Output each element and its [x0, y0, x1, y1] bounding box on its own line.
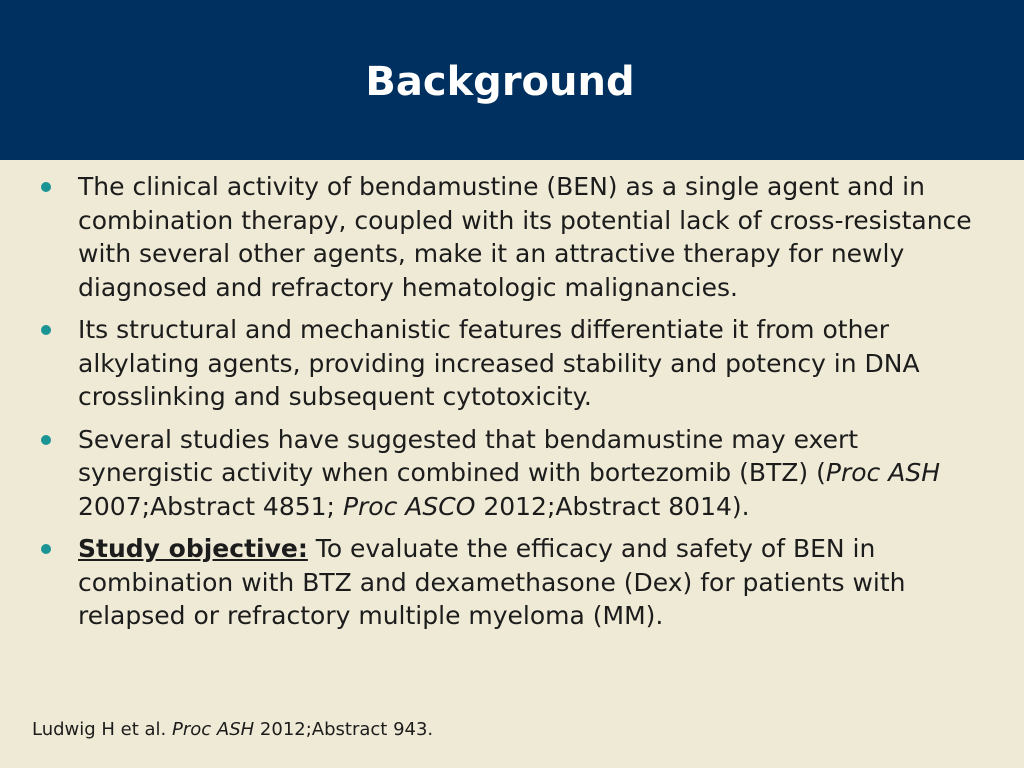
bullet-text-part: 2007;Abstract 4851;: [78, 491, 343, 521]
citation-reference: 2012;Abstract 943.: [254, 719, 434, 740]
bullet-dot-icon: [41, 435, 51, 445]
study-objective-label: Study objective:: [78, 534, 308, 563]
citation: [32, 718, 433, 742]
bullet-text: [78, 534, 906, 630]
bullet-text-part: 2012;Abstract 8014).: [475, 491, 750, 521]
bullet-text: Its structural and mechanistic features differentiate it from other alkylating agents, providing increased stability and potency in DNA crosslinking and subsequent cytotoxicity.: [78, 315, 920, 411]
bullet-list: [0, 170, 1024, 642]
title-bar: [0, 0, 1024, 160]
bullet-item: [0, 170, 1024, 304]
bullet-item: [0, 423, 1024, 524]
journal-name: Proc ASCO: [342, 491, 476, 521]
bullet-dot-icon: [41, 544, 51, 554]
bullet-item: [0, 313, 1024, 414]
journal-name: Proc ASH: [825, 458, 941, 487]
citation-authors: Ludwig H et al.: [32, 719, 173, 740]
study-objective-text: To evaluate the efficacy and safety of BEN in combination with BTZ and dexamethasone (Dex) for patients with relapsed or refractory multiple myeloma (MM).: [78, 534, 906, 630]
bullet-dot-icon: [41, 182, 51, 192]
citation-journal: Proc ASH: [172, 719, 255, 740]
bullet-dot-icon: [41, 325, 51, 335]
slide-title: Background: [365, 59, 635, 105]
bullet-text: [78, 425, 940, 521]
bullet-item: [0, 532, 1024, 633]
bullet-text: The clinical activity of bendamustine (BEN) as a single agent and in combination therapy, coupled with its potential lack of cross-resistance with several other agents, make it an attractive therapy for newly diagnosed and refractory hematologic malignancies.: [78, 172, 972, 302]
bullet-text-part: Several studies have suggested that bendamustine may exert synergistic activity when combined with bortezomib (BTZ) (: [78, 424, 859, 487]
